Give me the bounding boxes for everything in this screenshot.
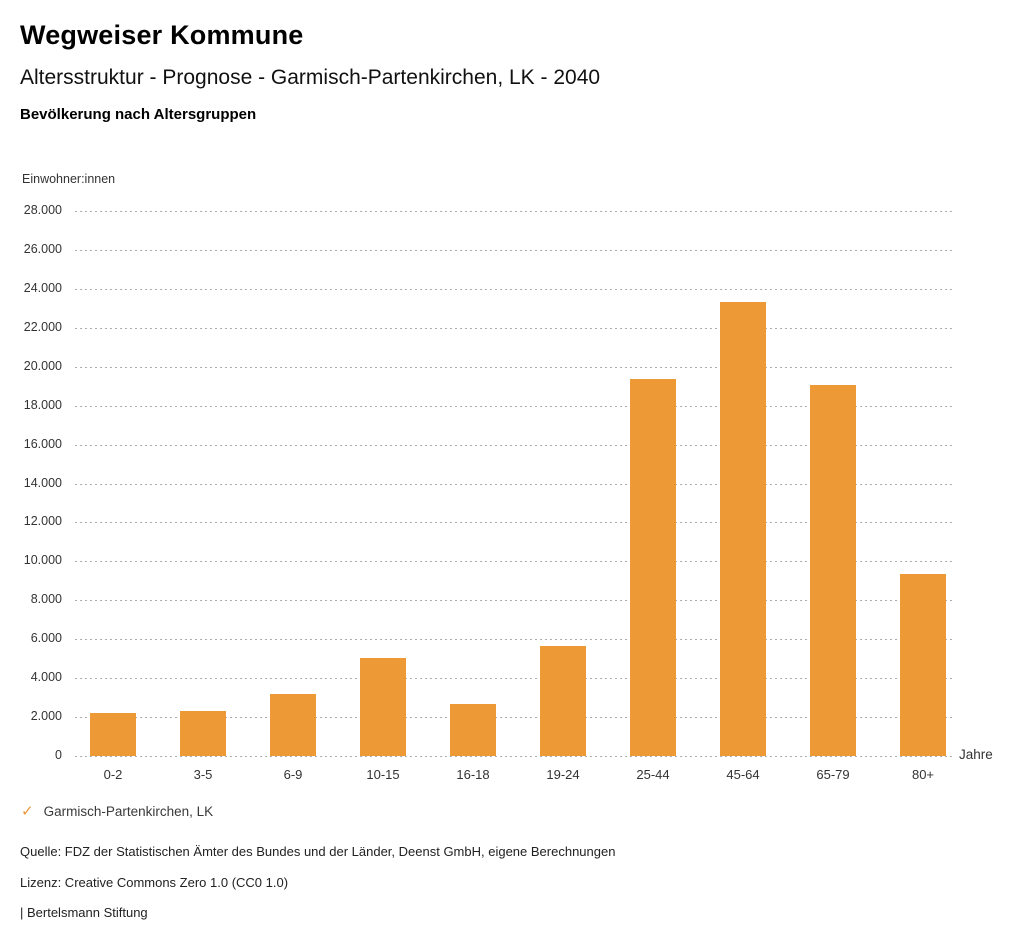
- y-tick-label: 22.000: [23, 319, 62, 334]
- x-tick-label-3-5: 3-5: [193, 767, 213, 782]
- x-tick-label-16-18: 16-18: [456, 767, 490, 782]
- footer-brand: | Bertelsmann Stiftung: [20, 905, 148, 920]
- bar-16-18[interactable]: [450, 704, 496, 756]
- legend: [21, 804, 213, 819]
- footer-license: Lizenz: Creative Commons Zero 1.0 (CC0 1.0): [20, 875, 289, 890]
- x-tick-label-65-79: 65-79: [816, 767, 850, 782]
- y-tick-label: 26.000: [23, 241, 62, 256]
- y-tick-label: 16.000: [23, 436, 62, 451]
- y-tick-label: 0: [55, 748, 62, 762]
- x-tick-label-25-44: 25-44: [636, 767, 670, 782]
- y-tick-label: 12.000: [23, 514, 62, 529]
- bar-80+[interactable]: [900, 574, 946, 756]
- bar-0-2[interactable]: [90, 713, 136, 756]
- bar-19-24[interactable]: [540, 646, 586, 756]
- y-tick-label: 20.000: [23, 358, 62, 373]
- y-tick-label: 6.000: [30, 631, 62, 646]
- chart-title: Altersstruktur - Prognose - Garmisch-Partenkirchen, LK - 2040: [20, 66, 601, 89]
- x-tick-label-0-2: 0-2: [103, 767, 123, 782]
- y-axis-title: Einwohner:innen: [22, 172, 116, 186]
- y-tick-label: 14.000: [23, 475, 62, 490]
- y-gridline: [75, 328, 952, 329]
- y-gridline: [75, 250, 952, 251]
- y-tick-label: 10.000: [23, 553, 62, 568]
- plot-area: [75, 211, 952, 756]
- y-gridline: [75, 289, 952, 290]
- x-tick-label-45-64: 45-64: [726, 767, 760, 782]
- y-gridline: [75, 211, 952, 212]
- bar-10-15[interactable]: [360, 658, 406, 756]
- x-tick-label-10-15: 10-15: [366, 767, 400, 782]
- bar-45-64[interactable]: [720, 302, 766, 756]
- x-tick-label-6-9: 6-9: [283, 767, 303, 782]
- app-title: Wegweiser Kommune: [20, 20, 304, 50]
- x-tick-label-19-24: 19-24: [546, 767, 580, 782]
- legend-series-label: Garmisch-Partenkirchen, LK: [43, 804, 214, 819]
- y-tick-label: 18.000: [23, 397, 62, 412]
- y-tick-label: 4.000: [30, 670, 62, 685]
- y-tick-label: 2.000: [30, 709, 62, 724]
- bar-3-5[interactable]: [180, 711, 226, 756]
- bar-65-79[interactable]: [810, 385, 856, 756]
- y-tick-label: 8.000: [30, 592, 62, 607]
- y-tick-label: 28.000: [23, 203, 62, 217]
- y-tick-label: 24.000: [23, 280, 62, 295]
- footer-source: Quelle: FDZ der Statistischen Ämter des Bundes und der Länder, Deenst GmbH, eigene Berechnungen: [20, 844, 616, 859]
- x-tick-label-80+: 80+: [911, 767, 935, 782]
- y-gridline: [75, 367, 952, 368]
- x-axis-title: Jahre: [959, 747, 993, 762]
- legend-check-icon: ✓: [21, 803, 34, 820]
- bar-25-44[interactable]: [630, 379, 676, 756]
- chart-section-title: Bevölkerung nach Altersgruppen: [20, 106, 257, 123]
- bar-6-9[interactable]: [270, 694, 316, 756]
- y-gridline: [75, 756, 952, 757]
